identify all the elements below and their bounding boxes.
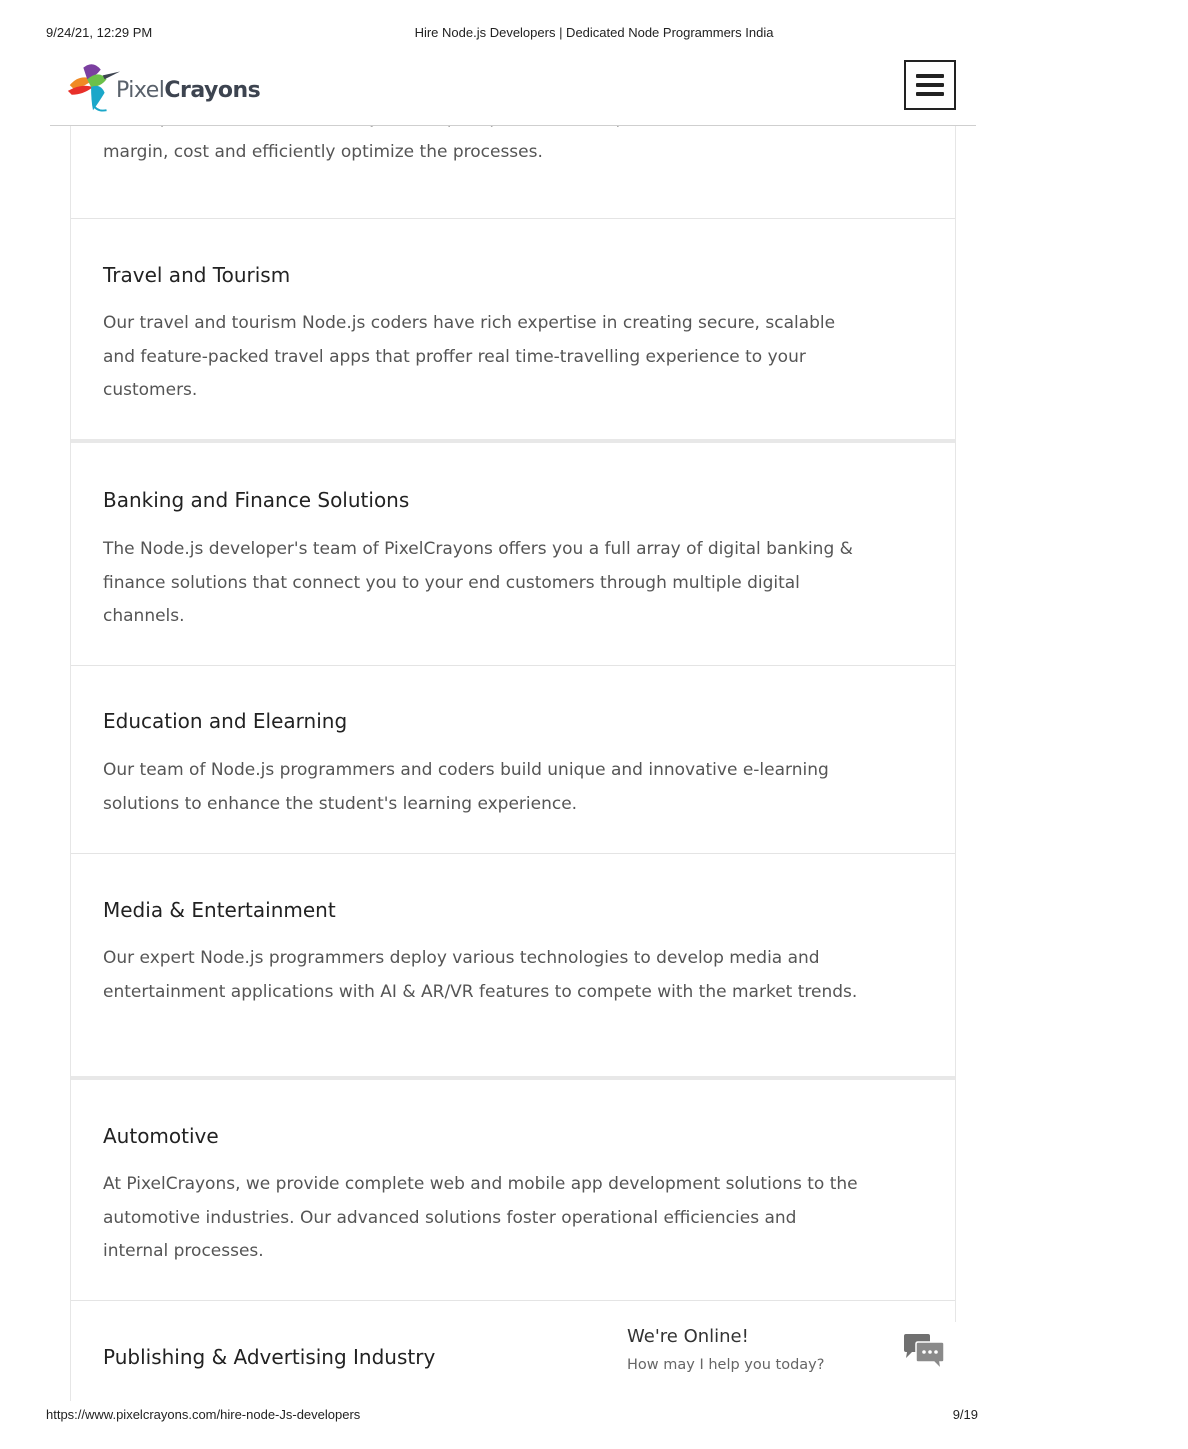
chat-bubbles-icon[interactable] [902,1332,946,1372]
industry-card-title: Automotive [103,1124,219,1148]
print-header [0,0,1024,40]
industry-card-text: The Node.js developer's team of PixelCrayons offers you a full array of digital banking & finance solutions that connect you to your end customers through multiple digital channels. [103,539,853,626]
hamburger-icon [916,74,944,78]
logo-text-pixel: Pixel [116,77,165,103]
industry-card-text: Our team of Node.js programmers and coders build unique and innovative e-learning solutions to enhance the student's learning experience. [103,760,829,814]
hamburger-icon-bar [916,83,944,87]
logo-text-crayons: Crayons [164,77,261,103]
menu-button[interactable] [904,60,956,110]
chat-subtitle: How may I help you today? [627,1357,825,1373]
print-page-number: 9/19 [952,1407,978,1422]
industry-card-automotive [71,1080,955,1301]
site-header [50,50,976,126]
hamburger-icon-bar [916,92,944,96]
industry-card-text: Our expert Node.js programmers deploy various technologies to develop media and entertainment applications with AI & AR/VR features to compete with the market trends. [103,948,858,1002]
print-url: https://www.pixelcrayons.com/hire-node-Js-developers [46,1407,361,1422]
print-date: 9/24/21, 12:29 PM [46,25,153,40]
industry-card-title: Education and Elearning [103,709,348,733]
industry-card-text: Our travel and tourism Node.js coders have rich expertise in creating secure, scalable and feature-packed travel apps that proffer real time-travelling experience to your customers. [103,313,836,400]
industry-card-media [71,854,955,1080]
chat-title: We're Online! [627,1326,749,1347]
industry-card-title: Publishing & Advertising Industry [103,1345,436,1369]
logo-text [116,78,260,103]
industry-card-text: margin, cost and efficiently optimize the processes. [103,141,543,162]
industry-card-title: Banking and Finance Solutions [103,488,410,512]
industry-card-title: Travel and Tourism [103,263,291,287]
industry-list [70,126,956,1401]
industry-card-education [71,666,955,854]
print-title: Hire Node.js Developers | Dedicated Node Programmers India [414,25,774,40]
industry-card-title: Media & Entertainment [103,898,336,922]
pixelcrayons-logo[interactable] [64,56,274,118]
print-footer [0,1405,1024,1435]
chat-widget[interactable] [600,1322,956,1402]
industry-card-banking [71,443,955,666]
industry-card-text: At PixelCrayons, we provide complete web and mobile app development solutions to the automotive industries. Our advanced solutions foster operational efficiencies and internal processes. [103,1174,858,1261]
industry-card-travel [71,219,955,443]
hummingbird-logo-icon [64,58,122,116]
